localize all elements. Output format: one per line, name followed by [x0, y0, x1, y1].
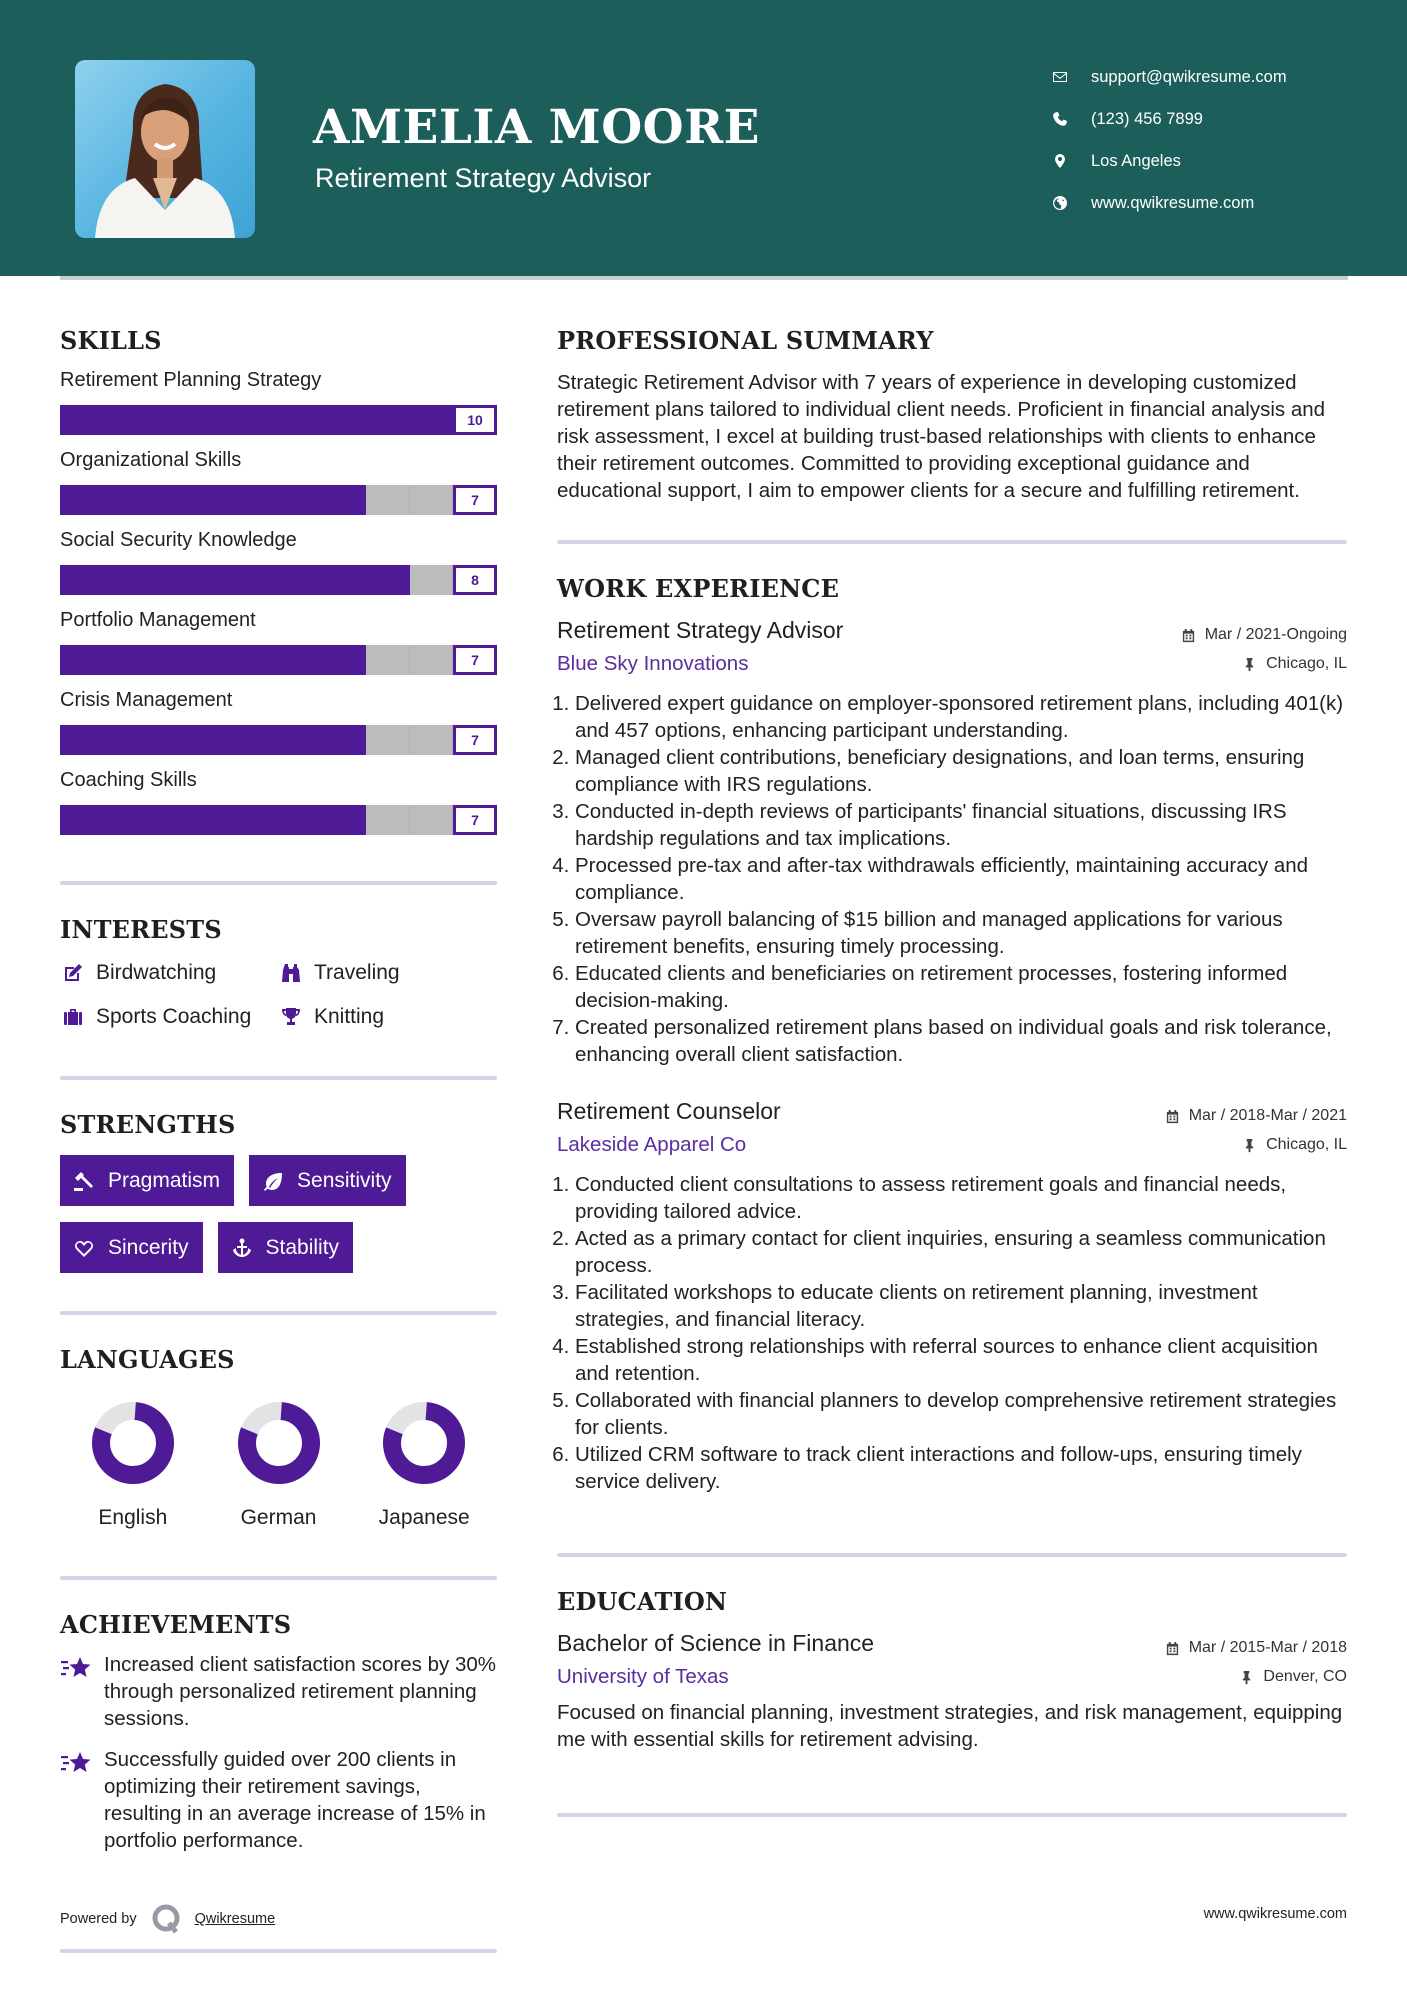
- skill-score: 7: [453, 805, 497, 835]
- briefcase-icon: [60, 1005, 86, 1029]
- skill-bar: [60, 565, 497, 595]
- contact-email[interactable]: [1050, 56, 1287, 98]
- job-title: Retirement Strategy Advisor: [557, 617, 844, 643]
- pushpin-icon: [1239, 1670, 1254, 1685]
- candidate-title: Retirement Strategy Advisor: [315, 163, 652, 193]
- job-location-text: Chicago, IL: [1266, 1136, 1347, 1153]
- section-divider: [60, 1311, 497, 1315]
- anchor-icon: [230, 1236, 254, 1260]
- strengths-list: [60, 1155, 480, 1273]
- qwikresume-logo-icon: [151, 1903, 183, 1935]
- skill-bar-fill: [60, 805, 366, 835]
- strength-label: Sensitivity: [297, 1168, 392, 1192]
- job-bullet: 2. Acted as a primary contact for client inquiries, ensuring a seamless communication process.: [575, 1225, 1347, 1279]
- job-entry: [557, 617, 1347, 1068]
- right-column: [557, 318, 1347, 1817]
- language-ring-chart: [381, 1400, 467, 1486]
- globe-icon: [1050, 193, 1070, 213]
- strength-label: Stability: [265, 1235, 340, 1259]
- skill-bar: [60, 725, 497, 755]
- job-bullet: 5. Oversaw payroll balancing of $15 billion and managed applications for various retirement benefits, ensuring timely processing.: [575, 906, 1347, 960]
- job-bullet: 7. Created personalized retirement plans based on individual goals and risk tolerance, enhancing overall client satisfaction.: [575, 1014, 1347, 1068]
- education-dates: [1165, 1639, 1347, 1657]
- candidate-name: AMELIA MOORE: [313, 100, 760, 155]
- skill-bar-fill: [60, 725, 366, 755]
- header-divider: [60, 276, 1348, 280]
- company-name: Lakeside Apparel Co: [557, 1133, 747, 1156]
- gavel-icon: [72, 1169, 96, 1193]
- job-location: [1242, 655, 1347, 673]
- contact-location-text: Los Angeles: [1091, 151, 1181, 170]
- experience-heading: WORK EXPERIENCE: [557, 574, 840, 603]
- languages-section: [60, 1345, 497, 1530]
- languages-heading: LANGUAGES: [60, 1345, 235, 1374]
- strength-badge: [60, 1155, 234, 1206]
- strength-badge: [218, 1222, 354, 1273]
- job-location: [1242, 1136, 1347, 1154]
- section-divider: [557, 540, 1347, 544]
- interest-label: Traveling: [314, 961, 400, 984]
- experience-section: [557, 574, 1347, 1495]
- skill-bar-fill: [60, 645, 366, 675]
- summary-text: Strategic Retirement Advisor with 7 years of experience in developing customized retirement plans tailored to individual client needs. Proficient in financial analysis and risk assessment, I excel at building trust-based relationships with clients to enhance their retirement outcomes. Committed to providing exceptional guidance and educational support, I aim to empower clients for a secure and fulfilling retirement.: [557, 371, 1326, 502]
- map-pin-icon: [1050, 151, 1070, 171]
- achievement-item: [60, 1746, 497, 1854]
- achievement-text: Successfully guided over 200 clients in optimizing their retirement savings, resulting in an average increase of 15% in portfolio performance.: [104, 1748, 486, 1852]
- education-dates-text: Mar / 2015-Mar / 2018: [1188, 1639, 1347, 1656]
- job-bullets: [557, 1171, 1347, 1495]
- job-bullet: 5. Collaborated with financial planners to develop comprehensive retirement strategies for clients.: [575, 1387, 1347, 1441]
- interest-item: [278, 958, 478, 988]
- calendar-icon: [1165, 1109, 1180, 1124]
- job-bullet: 3. Facilitated workshops to educate clients on retirement planning, investment strategies, and financial literacy.: [575, 1279, 1347, 1333]
- skill-bar-fill: [60, 405, 497, 435]
- skill-bar-segment: [366, 725, 410, 755]
- calendar-icon: [1181, 628, 1196, 643]
- language-ring-chart: [90, 1400, 176, 1486]
- skill-score: 8: [453, 565, 497, 595]
- skill-score: 7: [453, 645, 497, 675]
- contact-list: [1050, 56, 1287, 224]
- skills-list: [60, 369, 497, 835]
- edit-icon: [60, 961, 86, 985]
- skill-score: 7: [453, 485, 497, 515]
- education-heading: EDUCATION: [557, 1587, 728, 1616]
- strength-label: Pragmatism: [108, 1168, 221, 1192]
- job-bullet: 6. Educated clients and beneficiaries on retirement processes, fostering informed decision-making.: [575, 960, 1347, 1014]
- company-name: Blue Sky Innovations: [557, 652, 749, 675]
- skill-bar: [60, 645, 497, 675]
- envelope-icon: [1050, 67, 1070, 87]
- degree: Bachelor of Science in Finance: [557, 1630, 875, 1656]
- skill-bar: [60, 805, 497, 835]
- skill-score: 10: [453, 405, 497, 435]
- contact-phone-text: (123) 456 7899: [1091, 109, 1203, 128]
- strength-badge: [249, 1155, 406, 1206]
- star-icon: [60, 1651, 104, 1732]
- contact-email-text: support@qwikresume.com: [1091, 67, 1287, 86]
- interests-section: [60, 915, 497, 1032]
- job-bullets: [557, 690, 1347, 1068]
- skill-bar-segment: [410, 805, 454, 835]
- skill-bar-segment: [410, 645, 454, 675]
- skill-label: Coaching Skills: [60, 769, 197, 791]
- section-divider: [557, 1813, 1347, 1817]
- skill-bar-segment: [366, 485, 410, 515]
- strengths-section: [60, 1110, 497, 1273]
- language-ring-chart: [236, 1400, 322, 1486]
- job-entry: [557, 1098, 1347, 1495]
- binoculars-icon: [278, 961, 304, 985]
- pushpin-icon: [1242, 657, 1257, 672]
- pushpin-icon: [1242, 1138, 1257, 1153]
- section-divider: [60, 1576, 497, 1580]
- language-item: [351, 1400, 497, 1530]
- summary-heading: PROFESSIONAL SUMMARY: [557, 326, 934, 355]
- powered-by-text: Powered by: [60, 1911, 137, 1927]
- job-title: Retirement Counselor: [557, 1098, 781, 1124]
- contact-website-text: www.qwikresume.com: [1091, 193, 1255, 212]
- section-divider: [60, 1949, 497, 1953]
- language-label: English: [98, 1506, 168, 1529]
- language-label: German: [240, 1506, 317, 1529]
- skill-label: Organizational Skills: [60, 449, 242, 471]
- job-bullet: 6. Utilized CRM software to track client interactions and follow-ups, ensuring timely service delivery.: [575, 1441, 1347, 1495]
- language-label: Japanese: [378, 1506, 470, 1529]
- resume-header: [0, 0, 1407, 276]
- contact-phone[interactable]: [1050, 98, 1287, 140]
- interests-heading: INTERESTS: [60, 915, 222, 944]
- contact-website[interactable]: [1050, 182, 1287, 224]
- job-bullet: 4. Established strong relationships with referral sources to enhance client acquisition and retention.: [575, 1333, 1347, 1387]
- job-location-text: Chicago, IL: [1266, 655, 1347, 672]
- job-dates: [1165, 1107, 1347, 1125]
- strength-label: Sincerity: [108, 1235, 189, 1259]
- skill-bar-segment: [366, 645, 410, 675]
- skill-label: Crisis Management: [60, 689, 233, 711]
- job-bullet: 1. Delivered expert guidance on employer-sponsored retirement plans, including 401(k) and 457 options, enhancing participant understanding.: [575, 690, 1347, 744]
- language-item: [60, 1400, 206, 1530]
- trophy-icon: [278, 1005, 304, 1029]
- school-name: University of Texas: [557, 1665, 729, 1688]
- calendar-icon: [1165, 1641, 1180, 1656]
- achievements-section: [60, 1610, 497, 1854]
- skill-label: Social Security Knowledge: [60, 529, 297, 551]
- section-divider: [60, 1076, 497, 1080]
- job-dates-text: Mar / 2021-Ongoing: [1204, 626, 1347, 643]
- job-dates-text: Mar / 2018-Mar / 2021: [1188, 1107, 1347, 1124]
- interest-item: [60, 958, 278, 988]
- job-bullet: 1. Conducted client consultations to assess retirement goals and financial needs, providing tailored advice.: [575, 1171, 1347, 1225]
- qwikresume-link[interactable]: Qwikresume: [194, 1911, 276, 1927]
- skill-label: Retirement Planning Strategy: [60, 369, 322, 391]
- skill-score: 7: [453, 725, 497, 755]
- interest-item: [60, 1002, 278, 1032]
- summary-section: [557, 326, 1347, 504]
- section-divider: [60, 881, 497, 885]
- strengths-heading: STRENGTHS: [60, 1110, 236, 1139]
- achievement-item: [60, 1651, 497, 1732]
- skill-bar-fill: [60, 485, 366, 515]
- interest-label: Knitting: [314, 1005, 385, 1028]
- job-bullet: 4. Processed pre-tax and after-tax withdrawals efficiently, maintaining accuracy and compliance.: [575, 852, 1347, 906]
- leaf-icon: [261, 1169, 285, 1193]
- job-bullet: 3. Conducted in-depth reviews of participants' financial situations, discussing IRS hardship regulations and tax implications.: [575, 798, 1347, 852]
- interest-label: Sports Coaching: [96, 1005, 252, 1028]
- star-icon: [60, 1746, 104, 1854]
- skill-label: Portfolio Management: [60, 609, 256, 631]
- skill-bar-fill: [60, 565, 410, 595]
- strength-badge: [60, 1222, 203, 1273]
- skills-section: [60, 326, 497, 835]
- achievement-text: Increased client satisfaction scores by 30% through personalized retirement planning sessions.: [104, 1653, 496, 1730]
- interests-list: [60, 958, 497, 1032]
- languages-list: [60, 1400, 497, 1530]
- interest-label: Birdwatching: [96, 961, 217, 984]
- contact-location: [1050, 140, 1287, 182]
- language-item: [206, 1400, 352, 1530]
- education-location-text: Denver, CO: [1263, 1668, 1347, 1685]
- profile-photo: [75, 60, 255, 238]
- skill-bar: [60, 485, 497, 515]
- skill-bar-segment: [410, 485, 454, 515]
- left-column: [60, 318, 497, 1854]
- job-bullet: 2. Managed client contributions, beneficiary designations, and loan terms, ensuring compliance with IRS regulations.: [575, 744, 1347, 798]
- education-location: [1239, 1668, 1347, 1686]
- interest-item: [278, 1002, 478, 1032]
- section-divider: [557, 1553, 1347, 1557]
- skill-bar-segment: [410, 565, 454, 595]
- skills-heading: SKILLS: [60, 326, 162, 355]
- skill-bar-segment: [366, 805, 410, 835]
- heart-icon: [72, 1236, 96, 1260]
- footer-website[interactable]: www.qwikresume.com: [1203, 1906, 1347, 1922]
- profile-photo-image: [75, 60, 255, 238]
- achievements-heading: ACHIEVEMENTS: [60, 1610, 292, 1639]
- skill-bar: [60, 405, 497, 435]
- skill-bar-segment: [410, 725, 454, 755]
- education-entry: [557, 1630, 1347, 1753]
- phone-icon: [1050, 109, 1070, 129]
- education-description: Focused on financial planning, investment strategies, and risk management, equipping me with essential skills for retirement advising.: [557, 1701, 1343, 1751]
- powered-by: [60, 1903, 275, 1935]
- job-dates: [1181, 626, 1347, 644]
- education-section: [557, 1587, 1347, 1753]
